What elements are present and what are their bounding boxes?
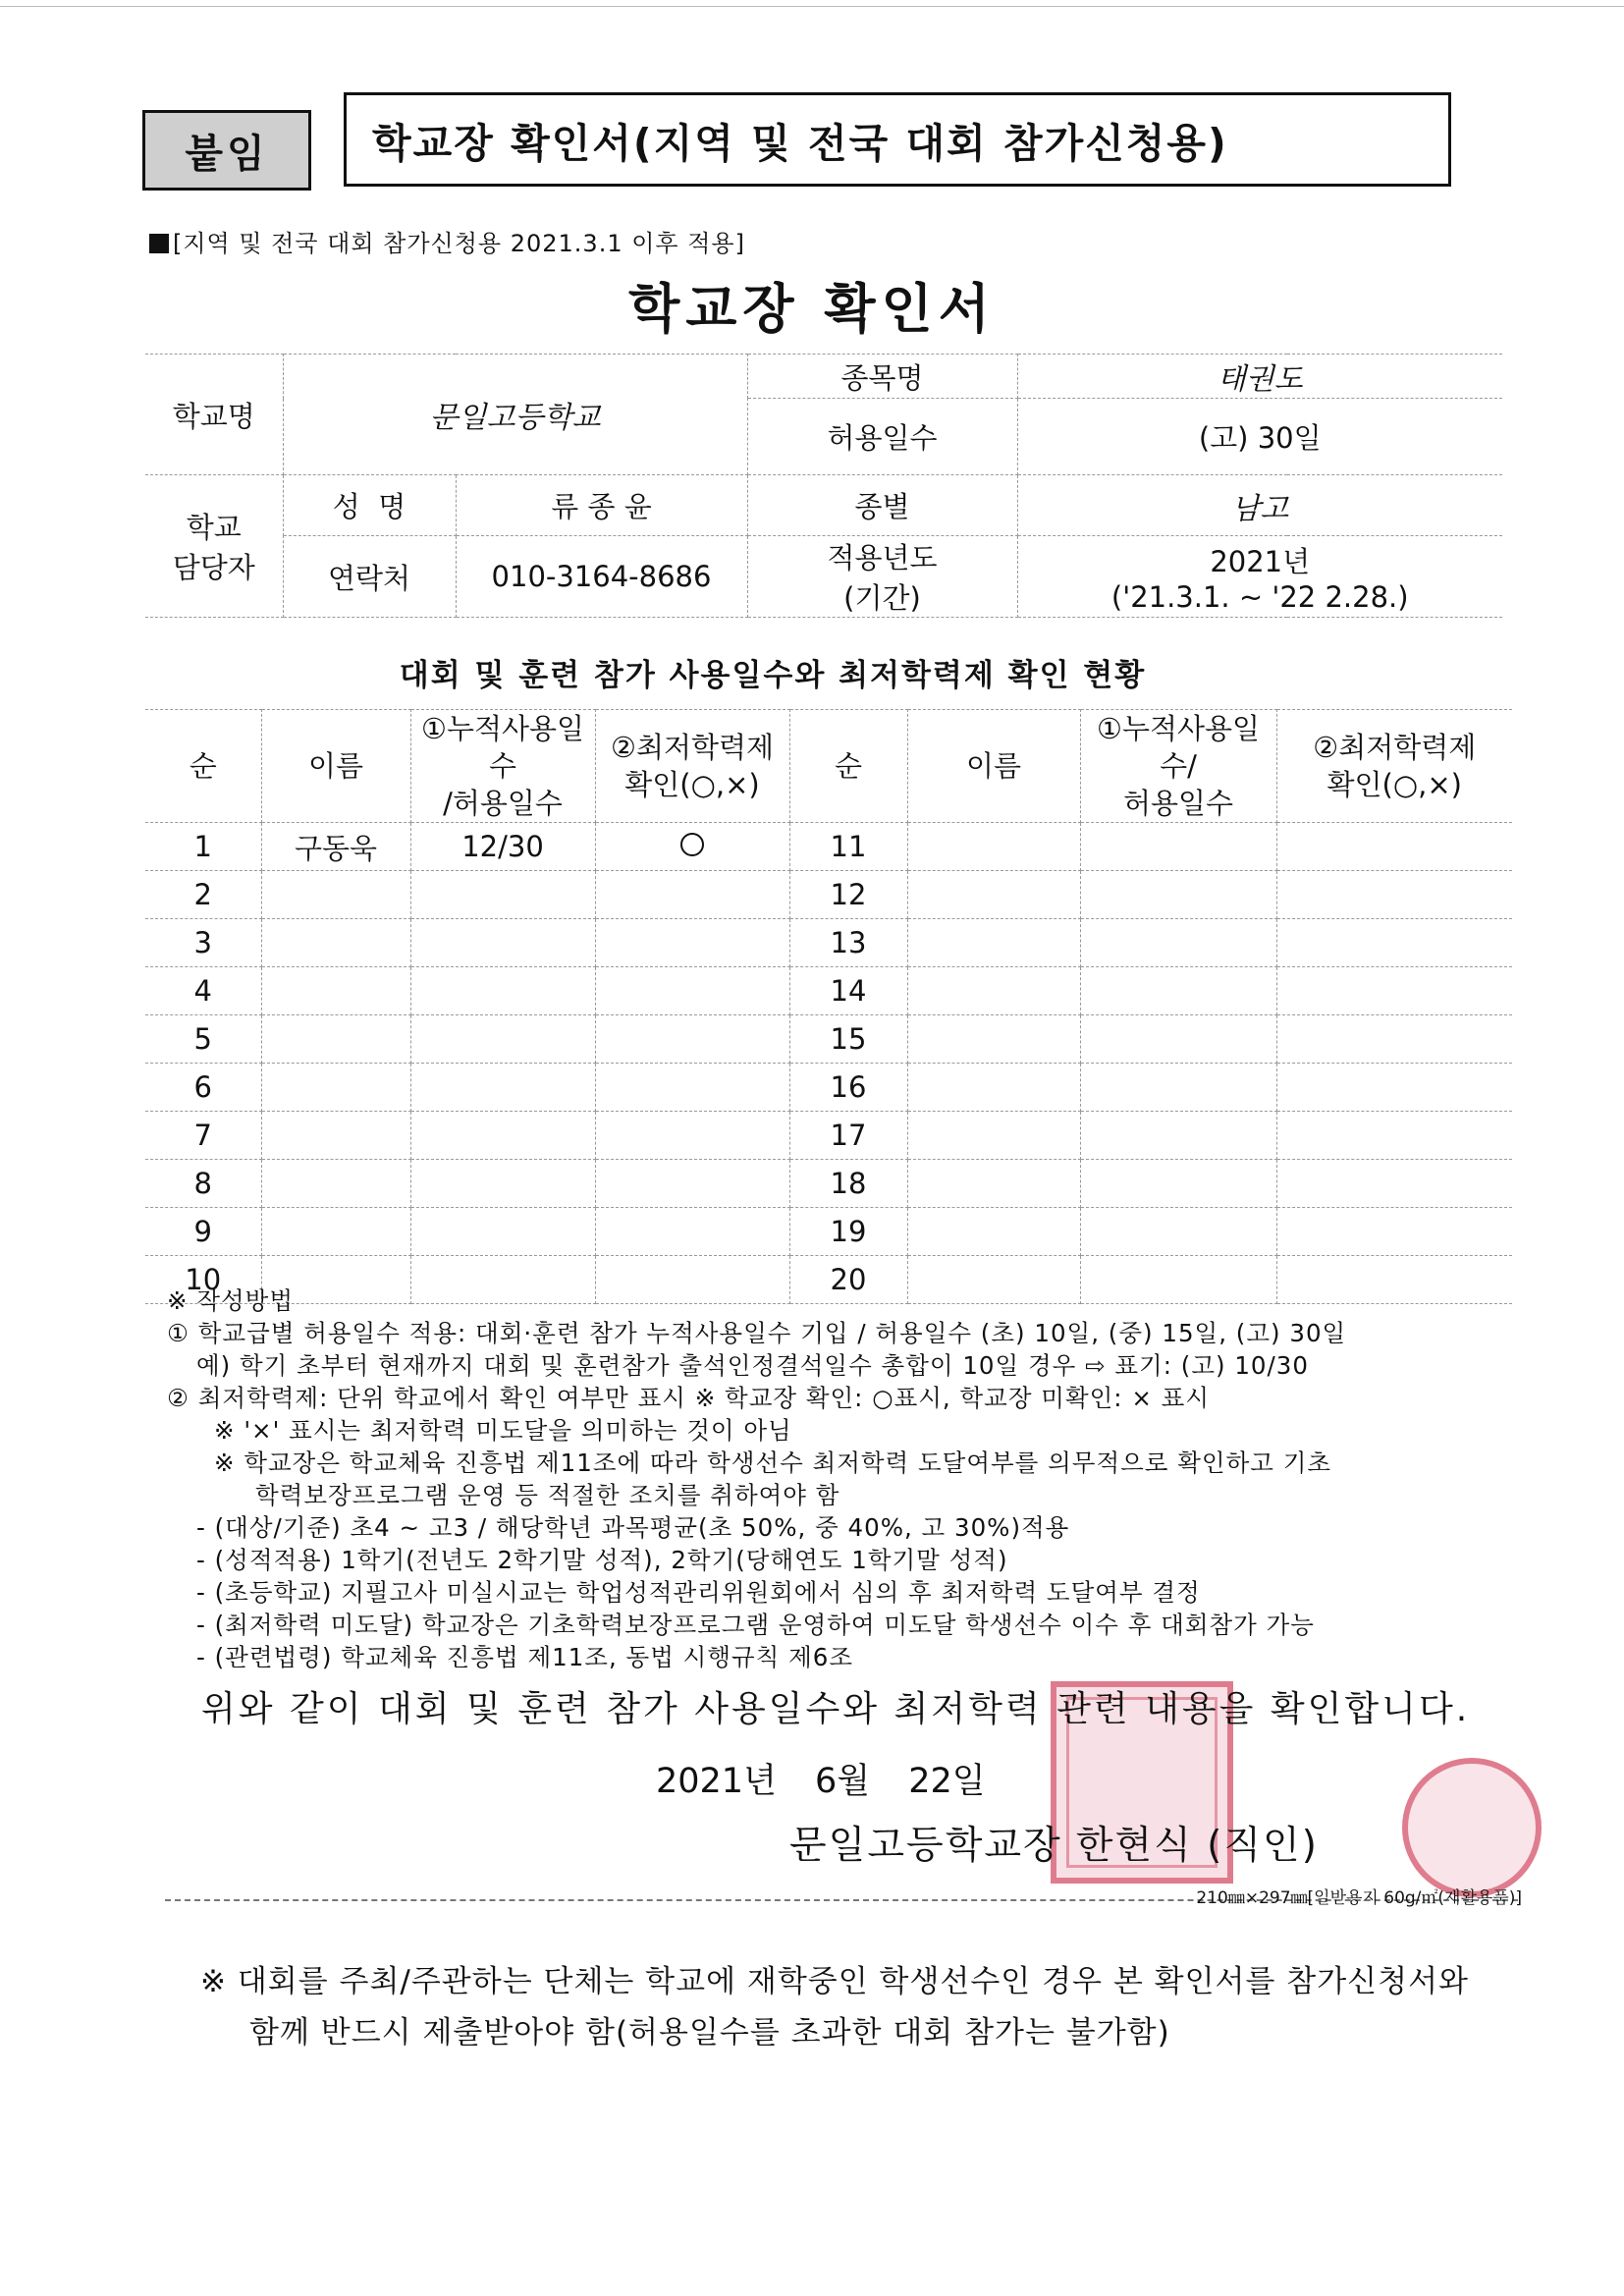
row-check-left xyxy=(595,1064,789,1112)
applies-note xyxy=(149,224,745,258)
table-row xyxy=(145,1015,1512,1064)
detail-3: - (초등학교) 지필고사 미실시교는 학업성적관리위원회에서 심의 후 최저학력 도달여부 결정 xyxy=(196,1578,1201,1607)
row-days-left xyxy=(410,1208,595,1256)
detail-2: - (성적적용) 1학기(전년도 2학기말 성적), 2학기(당해연도 1학기말 성적) xyxy=(196,1546,1008,1574)
header-days-left-line1: ①누적사용일수 xyxy=(420,712,585,783)
row-no-right: 20 xyxy=(789,1256,907,1304)
row-no-left: 8 xyxy=(145,1160,261,1208)
contact-value: 010-3164-8686 xyxy=(456,536,747,618)
row-no-left: 3 xyxy=(145,919,261,967)
submission-note-line1: ※ 대회를 주최/주관하는 단체는 학교에 재학중인 학생선수인 경우 본 확인서를 참가신청서와 xyxy=(200,1964,1469,1999)
usage-section-title: 대회 및 훈련 참가 사용일수와 최저학력제 확인 현황 xyxy=(399,658,1147,693)
submission-note-line2: 함께 반드시 제출받아야 함(허용일수를 초과한 대회 참가는 불가함) xyxy=(249,2015,1170,2050)
row-name-right xyxy=(907,1064,1080,1112)
row-name-right xyxy=(907,871,1080,919)
row-check-right xyxy=(1276,919,1512,967)
row-days-left: 12/30 xyxy=(410,823,595,871)
sign-school: 문일고등학교장 xyxy=(789,1824,1062,1868)
row-name-left xyxy=(261,1160,410,1208)
header-days-left-line2: /허용일수 xyxy=(443,787,563,820)
row-no-right: 19 xyxy=(789,1208,907,1256)
row-check-left xyxy=(595,871,789,919)
row-days-right xyxy=(1080,1064,1276,1112)
header-check-right xyxy=(1276,710,1512,823)
table-row xyxy=(145,1160,1512,1208)
row-no-left: 10 xyxy=(145,1256,261,1304)
header-days-left xyxy=(410,710,595,823)
row-check-right xyxy=(1276,823,1512,871)
row-no-right: 16 xyxy=(789,1064,907,1112)
header-title: 학교장 확인서(지역 및 전국 대회 참가신청용) xyxy=(344,92,1451,187)
row-name-right xyxy=(907,1160,1080,1208)
note-3: ※ '×' 표시는 최저학력 미도달을 의미하는 것이 아님 xyxy=(214,1416,792,1445)
paper-spec: 210㎜×297㎜[일반용지 60g/㎡(재활용품)] xyxy=(1196,1888,1522,1908)
staff-label xyxy=(145,475,283,618)
row-days-right xyxy=(1080,1208,1276,1256)
sport-label: 종목명 xyxy=(747,355,1017,399)
sign-day: 22일 xyxy=(908,1762,986,1801)
detail-5: - (관련법령) 학교체육 진흥법 제11조, 동법 시행규칙 제6조 xyxy=(196,1643,854,1671)
row-check-left xyxy=(595,1160,789,1208)
row-no-left: 1 xyxy=(145,823,261,871)
confirmation-statement: 위와 같이 대회 및 훈련 참가 사용일수와 최저학력 관련 내용을 확인합니다. xyxy=(201,1689,1471,1729)
attachment-label: 붙임 xyxy=(142,110,311,191)
sign-date xyxy=(656,1754,986,1803)
row-no-right: 15 xyxy=(789,1015,907,1064)
submission-note xyxy=(200,1956,1469,2058)
school-name-label: 학교명 xyxy=(145,355,283,475)
row-days-left xyxy=(410,1064,595,1112)
header-days-right-line1: ①누적사용일수/ xyxy=(1096,712,1261,783)
row-check-right xyxy=(1276,1160,1512,1208)
signatory xyxy=(789,1815,1319,1870)
note-4-cont: 학력보장프로그램 운영 등 적절한 조치를 취하여야 함 xyxy=(255,1481,840,1509)
row-days-right xyxy=(1080,1160,1276,1208)
row-name-right xyxy=(907,967,1080,1015)
sign-principal: 한현식 (직인) xyxy=(1075,1824,1319,1868)
principal-seal-stamp xyxy=(1402,1758,1542,1897)
period-label-line2: (기간) xyxy=(843,581,921,615)
row-name-right xyxy=(907,823,1080,871)
staff-name: 류 종 윤 xyxy=(456,475,747,536)
applies-note-text: [지역 및 전국 대회 참가신청용 2021.3.1 이후 적용] xyxy=(173,230,745,257)
document-title: 학교장 확인서 xyxy=(628,278,996,340)
contact-label: 연락처 xyxy=(283,536,456,618)
detail-1: - (대상/기준) 초4 ~ 고3 / 해당학년 과목평균(초 50%, 중 40%, 고 30%)적용 xyxy=(196,1513,1070,1542)
table-row xyxy=(145,967,1512,1015)
row-name-left xyxy=(261,1112,410,1160)
header-name-left: 이름 xyxy=(261,710,410,823)
row-name-left xyxy=(261,1015,410,1064)
row-check-right xyxy=(1276,1015,1512,1064)
note-4: ※ 학교장은 학교체육 진흥법 제11조에 따라 학생선수 최저학력 도달여부를 의무적으로 확인하고 기초 xyxy=(214,1449,1332,1477)
sign-month: 6월 xyxy=(815,1762,871,1801)
row-check-left xyxy=(595,823,789,871)
period-label xyxy=(747,536,1017,618)
row-days-right xyxy=(1080,1015,1276,1064)
row-name-right xyxy=(907,1015,1080,1064)
usage-table xyxy=(145,709,1512,1304)
sport-value: 태권도 xyxy=(1017,355,1502,399)
row-name-right xyxy=(907,919,1080,967)
usage-table-body xyxy=(145,823,1512,1304)
row-days-left xyxy=(410,919,595,967)
row-days-left xyxy=(410,1015,595,1064)
table-row xyxy=(145,919,1512,967)
detail-4: - (최저학력 미도달) 학교장은 기초학력보장프로그램 운영하여 미도달 학생선수 이수 후 대회참가 가능 xyxy=(196,1611,1315,1639)
table-row xyxy=(145,871,1512,919)
period-year: 2021년 xyxy=(1210,544,1311,578)
row-name-left xyxy=(261,919,410,967)
notes-heading: ※ 작성방법 xyxy=(167,1286,294,1315)
row-no-left: 7 xyxy=(145,1112,261,1160)
row-no-right: 14 xyxy=(789,967,907,1015)
sign-year: 2021년 xyxy=(656,1762,777,1801)
staff-label-line1: 학교 xyxy=(186,511,242,544)
row-no-right: 13 xyxy=(789,919,907,967)
table-row xyxy=(145,1112,1512,1160)
note-1: ① 학교급별 허용일수 적용: 대회·훈련 참가 누적사용일수 기입 / 허용일수 (초) 10일, (중) 15일, (고) 30일 xyxy=(167,1319,1347,1347)
row-check-right xyxy=(1276,1208,1512,1256)
row-days-right xyxy=(1080,967,1276,1015)
header-check-right-line2: 확인(○,×) xyxy=(1326,768,1462,801)
gender-value: 남고 xyxy=(1017,475,1502,536)
row-no-right: 18 xyxy=(789,1160,907,1208)
row-name-left: 구동욱 xyxy=(261,823,410,871)
row-check-right xyxy=(1276,967,1512,1015)
row-check-left xyxy=(595,1208,789,1256)
row-check-left xyxy=(595,1015,789,1064)
row-no-left: 6 xyxy=(145,1064,261,1112)
allowed-days-label: 허용일수 xyxy=(747,399,1017,475)
allowed-days-value: (고) 30일 xyxy=(1017,399,1502,475)
row-no-right: 11 xyxy=(789,823,907,871)
row-check-left xyxy=(595,919,789,967)
row-days-right xyxy=(1080,871,1276,919)
note-1-example: 예) 학기 초부터 현재까지 대회 및 훈련참가 출석인정결석일수 총합이 10일 경우 ⇨ 표기: (고) 10/30 xyxy=(196,1351,1309,1380)
row-no-left: 9 xyxy=(145,1208,261,1256)
header-days-right xyxy=(1080,710,1276,823)
row-check-left xyxy=(595,967,789,1015)
check-circle-icon xyxy=(680,833,704,856)
header-no-right: 순 xyxy=(789,710,907,823)
row-check-right xyxy=(1276,1064,1512,1112)
top-scan-line xyxy=(0,6,1624,7)
header-check-left-line2: 확인(○,×) xyxy=(624,768,760,801)
info-table xyxy=(145,354,1502,618)
row-check-left xyxy=(595,1112,789,1160)
header-no-left: 순 xyxy=(145,710,261,823)
school-name-value: 문일고등학교 xyxy=(283,355,747,475)
period-label-line1: 적용년도 xyxy=(827,541,938,574)
row-days-left xyxy=(410,967,595,1015)
row-name-right xyxy=(907,1112,1080,1160)
writing-instructions xyxy=(167,1285,1522,1673)
header-check-left xyxy=(595,710,789,823)
period-range: ('21.3.1. ~ '22 2.28.) xyxy=(1110,579,1409,614)
row-days-right xyxy=(1080,919,1276,967)
row-days-right xyxy=(1080,823,1276,871)
row-name-left xyxy=(261,1064,410,1112)
row-days-right xyxy=(1080,1112,1276,1160)
row-check-right xyxy=(1276,1112,1512,1160)
row-no-left: 2 xyxy=(145,871,261,919)
row-no-left: 4 xyxy=(145,967,261,1015)
header-name-right: 이름 xyxy=(907,710,1080,823)
row-days-left xyxy=(410,1112,595,1160)
row-name-left xyxy=(261,1208,410,1256)
header-check-left-line1: ②최저학력제 xyxy=(610,731,775,764)
header-days-right-line2: 허용일수 xyxy=(1122,787,1234,820)
row-no-right: 17 xyxy=(789,1112,907,1160)
table-row xyxy=(145,1064,1512,1112)
row-check-right xyxy=(1276,871,1512,919)
row-name-left xyxy=(261,967,410,1015)
staff-label-line2: 담당자 xyxy=(172,551,255,584)
row-name-left xyxy=(261,871,410,919)
row-days-left xyxy=(410,1160,595,1208)
period-value xyxy=(1017,536,1502,618)
table-row xyxy=(145,1208,1512,1256)
row-days-left xyxy=(410,871,595,919)
note-2: ② 최저학력제: 단위 학교에서 확인 여부만 표시 ※ 학교장 확인: ○표시, 학교장 미확인: × 표시 xyxy=(167,1384,1210,1412)
row-no-left: 5 xyxy=(145,1015,261,1064)
row-no-right: 12 xyxy=(789,871,907,919)
square-bullet-icon xyxy=(149,234,169,253)
table-row xyxy=(145,823,1512,871)
header-check-right-line1: ②최저학력제 xyxy=(1313,731,1477,764)
row-name-right xyxy=(907,1208,1080,1256)
gender-label: 종별 xyxy=(747,475,1017,536)
name-label: 성 명 xyxy=(283,475,456,536)
